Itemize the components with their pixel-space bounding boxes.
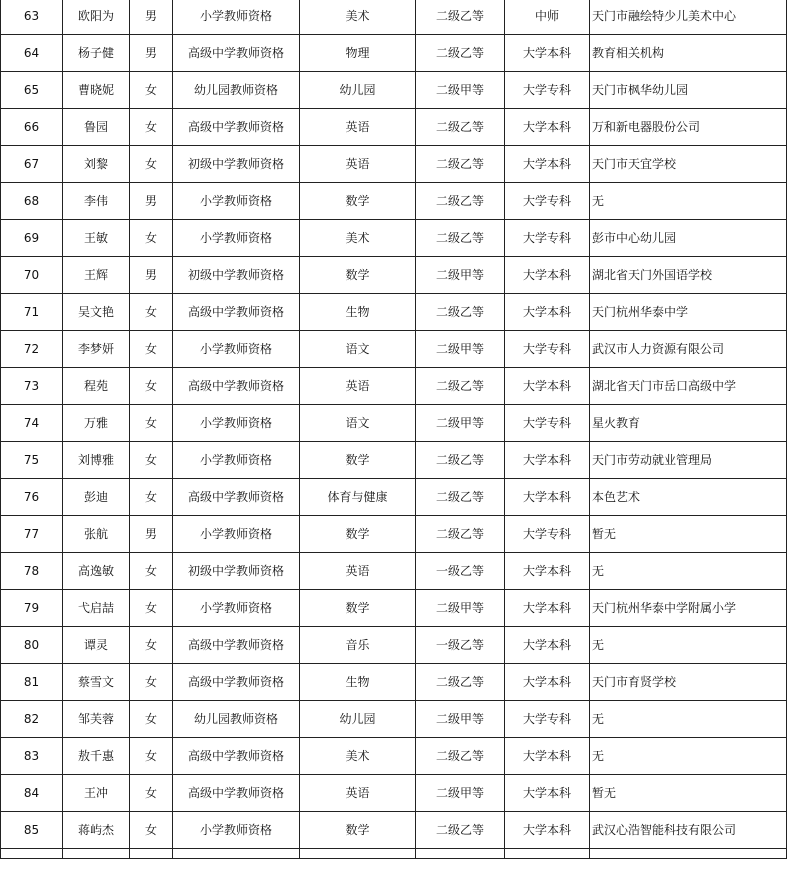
mandarin-level-cell: 二级乙等 (416, 220, 505, 257)
certificate-cell: 小学教师资格 (173, 331, 300, 368)
education-cell: 大学专科 (505, 516, 590, 553)
name-cell: 王敏 (63, 220, 130, 257)
empty-cell (416, 849, 505, 859)
table-row (1, 35, 787, 72)
table-row-partial (1, 849, 787, 859)
mandarin-level-cell: 二级甲等 (416, 72, 505, 109)
table-row (1, 442, 787, 479)
education-cell: 大学专科 (505, 701, 590, 738)
subject-cell: 美术 (300, 0, 416, 35)
subject-cell: 数学 (300, 516, 416, 553)
name-cell: 万雅 (63, 405, 130, 442)
education-cell: 大学本科 (505, 368, 590, 405)
education-cell: 大学本科 (505, 146, 590, 183)
subject-cell: 英语 (300, 146, 416, 183)
table-row (1, 664, 787, 701)
education-cell: 大学本科 (505, 775, 590, 812)
subject-cell: 音乐 (300, 627, 416, 664)
mandarin-level-cell: 二级乙等 (416, 479, 505, 516)
table-body (1, 0, 787, 859)
certificate-cell: 小学教师资格 (173, 220, 300, 257)
subject-cell: 英语 (300, 109, 416, 146)
name-cell: 李伟 (63, 183, 130, 220)
row-number-cell: 82 (1, 701, 63, 738)
row-number-cell: 85 (1, 812, 63, 849)
employer-cell: 无 (590, 738, 787, 775)
employer-cell: 无 (590, 553, 787, 590)
gender-cell: 女 (130, 294, 173, 331)
subject-cell: 幼儿园 (300, 701, 416, 738)
name-cell: 弋启喆 (63, 590, 130, 627)
row-number-cell: 65 (1, 72, 63, 109)
name-cell: 彭迪 (63, 479, 130, 516)
certificate-cell: 初级中学教师资格 (173, 553, 300, 590)
row-number-cell: 71 (1, 294, 63, 331)
education-cell: 大学本科 (505, 738, 590, 775)
table-row (1, 701, 787, 738)
table-row (1, 738, 787, 775)
table-row (1, 146, 787, 183)
name-cell: 蔡雪文 (63, 664, 130, 701)
row-number-cell: 81 (1, 664, 63, 701)
gender-cell: 女 (130, 146, 173, 183)
mandarin-level-cell: 二级乙等 (416, 35, 505, 72)
row-number-cell: 80 (1, 627, 63, 664)
certificate-cell: 小学教师资格 (173, 516, 300, 553)
education-cell: 大学本科 (505, 553, 590, 590)
education-cell: 大学本科 (505, 664, 590, 701)
subject-cell: 生物 (300, 294, 416, 331)
certificate-cell: 初级中学教师资格 (173, 146, 300, 183)
gender-cell: 女 (130, 109, 173, 146)
mandarin-level-cell: 二级乙等 (416, 516, 505, 553)
gender-cell: 女 (130, 664, 173, 701)
row-number-cell: 70 (1, 257, 63, 294)
row-number-cell: 73 (1, 368, 63, 405)
empty-cell (1, 849, 63, 859)
education-cell: 大学本科 (505, 35, 590, 72)
table-row (1, 812, 787, 849)
row-number-cell: 68 (1, 183, 63, 220)
name-cell: 李梦妍 (63, 331, 130, 368)
name-cell: 高逸敏 (63, 553, 130, 590)
employer-cell: 天门市育贤学校 (590, 664, 787, 701)
table-row (1, 331, 787, 368)
education-cell: 大学专科 (505, 183, 590, 220)
row-number-cell: 63 (1, 0, 63, 35)
gender-cell: 女 (130, 775, 173, 812)
certificate-cell: 小学教师资格 (173, 0, 300, 35)
education-cell: 大学本科 (505, 627, 590, 664)
name-cell: 王冲 (63, 775, 130, 812)
table-row (1, 294, 787, 331)
mandarin-level-cell: 二级甲等 (416, 257, 505, 294)
gender-cell: 男 (130, 35, 173, 72)
table-row (1, 220, 787, 257)
employer-cell: 武汉市人力资源有限公司 (590, 331, 787, 368)
subject-cell: 数学 (300, 590, 416, 627)
subject-cell: 美术 (300, 738, 416, 775)
mandarin-level-cell: 二级乙等 (416, 812, 505, 849)
education-cell: 大学专科 (505, 72, 590, 109)
employer-cell: 暂无 (590, 516, 787, 553)
table-row (1, 0, 787, 35)
certificate-cell: 高级中学教师资格 (173, 35, 300, 72)
certificate-cell: 幼儿园教师资格 (173, 72, 300, 109)
row-number-cell: 66 (1, 109, 63, 146)
mandarin-level-cell: 一级乙等 (416, 627, 505, 664)
employer-cell: 教育相关机构 (590, 35, 787, 72)
gender-cell: 女 (130, 220, 173, 257)
employer-cell: 星火教育 (590, 405, 787, 442)
row-number-cell: 69 (1, 220, 63, 257)
employer-cell: 彭市中心幼儿园 (590, 220, 787, 257)
certificate-cell: 高级中学教师资格 (173, 109, 300, 146)
gender-cell: 女 (130, 627, 173, 664)
table-row (1, 183, 787, 220)
subject-cell: 英语 (300, 368, 416, 405)
gender-cell: 女 (130, 479, 173, 516)
employer-cell: 天门市天宜学校 (590, 146, 787, 183)
mandarin-level-cell: 二级甲等 (416, 775, 505, 812)
name-cell: 曹晓妮 (63, 72, 130, 109)
row-number-cell: 74 (1, 405, 63, 442)
gender-cell: 男 (130, 257, 173, 294)
row-number-cell: 78 (1, 553, 63, 590)
gender-cell: 女 (130, 442, 173, 479)
mandarin-level-cell: 二级乙等 (416, 738, 505, 775)
row-number-cell: 83 (1, 738, 63, 775)
name-cell: 张航 (63, 516, 130, 553)
employer-cell: 天门市劳动就业管理局 (590, 442, 787, 479)
employer-cell: 武汉心浩智能科技有限公司 (590, 812, 787, 849)
education-cell: 大学本科 (505, 109, 590, 146)
gender-cell: 女 (130, 738, 173, 775)
subject-cell: 美术 (300, 220, 416, 257)
mandarin-level-cell: 二级乙等 (416, 109, 505, 146)
certificate-cell: 小学教师资格 (173, 442, 300, 479)
gender-cell: 女 (130, 590, 173, 627)
table-row (1, 257, 787, 294)
mandarin-level-cell: 二级甲等 (416, 701, 505, 738)
table-row (1, 590, 787, 627)
subject-cell: 英语 (300, 775, 416, 812)
gender-cell: 女 (130, 331, 173, 368)
education-cell: 大学专科 (505, 405, 590, 442)
table-row (1, 405, 787, 442)
table-row (1, 775, 787, 812)
mandarin-level-cell: 二级乙等 (416, 664, 505, 701)
mandarin-level-cell: 二级乙等 (416, 442, 505, 479)
subject-cell: 数学 (300, 812, 416, 849)
row-number-cell: 72 (1, 331, 63, 368)
employer-cell: 本色艺术 (590, 479, 787, 516)
gender-cell: 女 (130, 368, 173, 405)
education-cell: 大学专科 (505, 331, 590, 368)
certificate-cell: 小学教师资格 (173, 812, 300, 849)
mandarin-level-cell: 二级甲等 (416, 405, 505, 442)
education-cell: 大学本科 (505, 479, 590, 516)
subject-cell: 英语 (300, 553, 416, 590)
row-number-cell: 64 (1, 35, 63, 72)
gender-cell: 女 (130, 405, 173, 442)
name-cell: 欧阳为 (63, 0, 130, 35)
name-cell: 蒋屿杰 (63, 812, 130, 849)
certificate-cell: 高级中学教师资格 (173, 627, 300, 664)
certificate-cell: 高级中学教师资格 (173, 479, 300, 516)
mandarin-level-cell: 二级甲等 (416, 590, 505, 627)
name-cell: 吴文艳 (63, 294, 130, 331)
table-row (1, 109, 787, 146)
certificate-cell: 小学教师资格 (173, 405, 300, 442)
name-cell: 敖千惠 (63, 738, 130, 775)
education-cell: 大学本科 (505, 590, 590, 627)
name-cell: 王辉 (63, 257, 130, 294)
gender-cell: 男 (130, 516, 173, 553)
empty-cell (590, 849, 787, 859)
row-number-cell: 75 (1, 442, 63, 479)
employer-cell: 万和新电器股份公司 (590, 109, 787, 146)
education-cell: 大学本科 (505, 812, 590, 849)
subject-cell: 体育与健康 (300, 479, 416, 516)
name-cell: 邹芙蓉 (63, 701, 130, 738)
education-cell: 大学本科 (505, 257, 590, 294)
gender-cell: 女 (130, 812, 173, 849)
subject-cell: 幼儿园 (300, 72, 416, 109)
gender-cell: 男 (130, 183, 173, 220)
gender-cell: 女 (130, 72, 173, 109)
subject-cell: 语文 (300, 331, 416, 368)
certificate-cell: 高级中学教师资格 (173, 775, 300, 812)
employer-cell: 无 (590, 183, 787, 220)
employer-cell: 天门杭州华泰中学 (590, 294, 787, 331)
education-cell: 大学本科 (505, 294, 590, 331)
mandarin-level-cell: 二级乙等 (416, 183, 505, 220)
gender-cell: 男 (130, 0, 173, 35)
name-cell: 刘博雅 (63, 442, 130, 479)
table-row (1, 368, 787, 405)
certificate-cell: 高级中学教师资格 (173, 738, 300, 775)
table-row (1, 516, 787, 553)
mandarin-level-cell: 二级乙等 (416, 146, 505, 183)
row-number-cell: 84 (1, 775, 63, 812)
name-cell: 杨子健 (63, 35, 130, 72)
employer-cell: 无 (590, 701, 787, 738)
certificate-cell: 高级中学教师资格 (173, 368, 300, 405)
empty-cell (300, 849, 416, 859)
certificate-cell: 幼儿园教师资格 (173, 701, 300, 738)
subject-cell: 物理 (300, 35, 416, 72)
name-cell: 刘黎 (63, 146, 130, 183)
mandarin-level-cell: 一级乙等 (416, 553, 505, 590)
row-number-cell: 67 (1, 146, 63, 183)
row-number-cell: 79 (1, 590, 63, 627)
table-row (1, 627, 787, 664)
name-cell: 程苑 (63, 368, 130, 405)
education-cell: 大学本科 (505, 442, 590, 479)
mandarin-level-cell: 二级乙等 (416, 294, 505, 331)
employer-cell: 天门市融绘特少儿美术中心 (590, 0, 787, 35)
subject-cell: 语文 (300, 405, 416, 442)
mandarin-level-cell: 二级乙等 (416, 368, 505, 405)
certificate-cell: 小学教师资格 (173, 183, 300, 220)
employer-cell: 湖北省天门外国语学校 (590, 257, 787, 294)
empty-cell (173, 849, 300, 859)
name-cell: 鲁园 (63, 109, 130, 146)
subject-cell: 数学 (300, 257, 416, 294)
empty-cell (130, 849, 173, 859)
employer-cell: 无 (590, 627, 787, 664)
table-row (1, 479, 787, 516)
employer-cell: 天门市枫华幼儿园 (590, 72, 787, 109)
employer-cell: 暂无 (590, 775, 787, 812)
empty-cell (63, 849, 130, 859)
table-row (1, 553, 787, 590)
subject-cell: 生物 (300, 664, 416, 701)
employer-cell: 湖北省天门市岳口高级中学 (590, 368, 787, 405)
education-cell: 大学专科 (505, 220, 590, 257)
table-row (1, 72, 787, 109)
gender-cell: 女 (130, 553, 173, 590)
mandarin-level-cell: 二级甲等 (416, 331, 505, 368)
certificate-cell: 小学教师资格 (173, 590, 300, 627)
mandarin-level-cell: 二级乙等 (416, 0, 505, 35)
education-cell: 中师 (505, 0, 590, 35)
name-cell: 谭灵 (63, 627, 130, 664)
subject-cell: 数学 (300, 183, 416, 220)
subject-cell: 数学 (300, 442, 416, 479)
employer-cell: 天门杭州华泰中学附属小学 (590, 590, 787, 627)
row-number-cell: 76 (1, 479, 63, 516)
empty-cell (505, 849, 590, 859)
gender-cell: 女 (130, 701, 173, 738)
certificate-cell: 高级中学教师资格 (173, 664, 300, 701)
certificate-cell: 初级中学教师资格 (173, 257, 300, 294)
row-number-cell: 77 (1, 516, 63, 553)
certificate-cell: 高级中学教师资格 (173, 294, 300, 331)
